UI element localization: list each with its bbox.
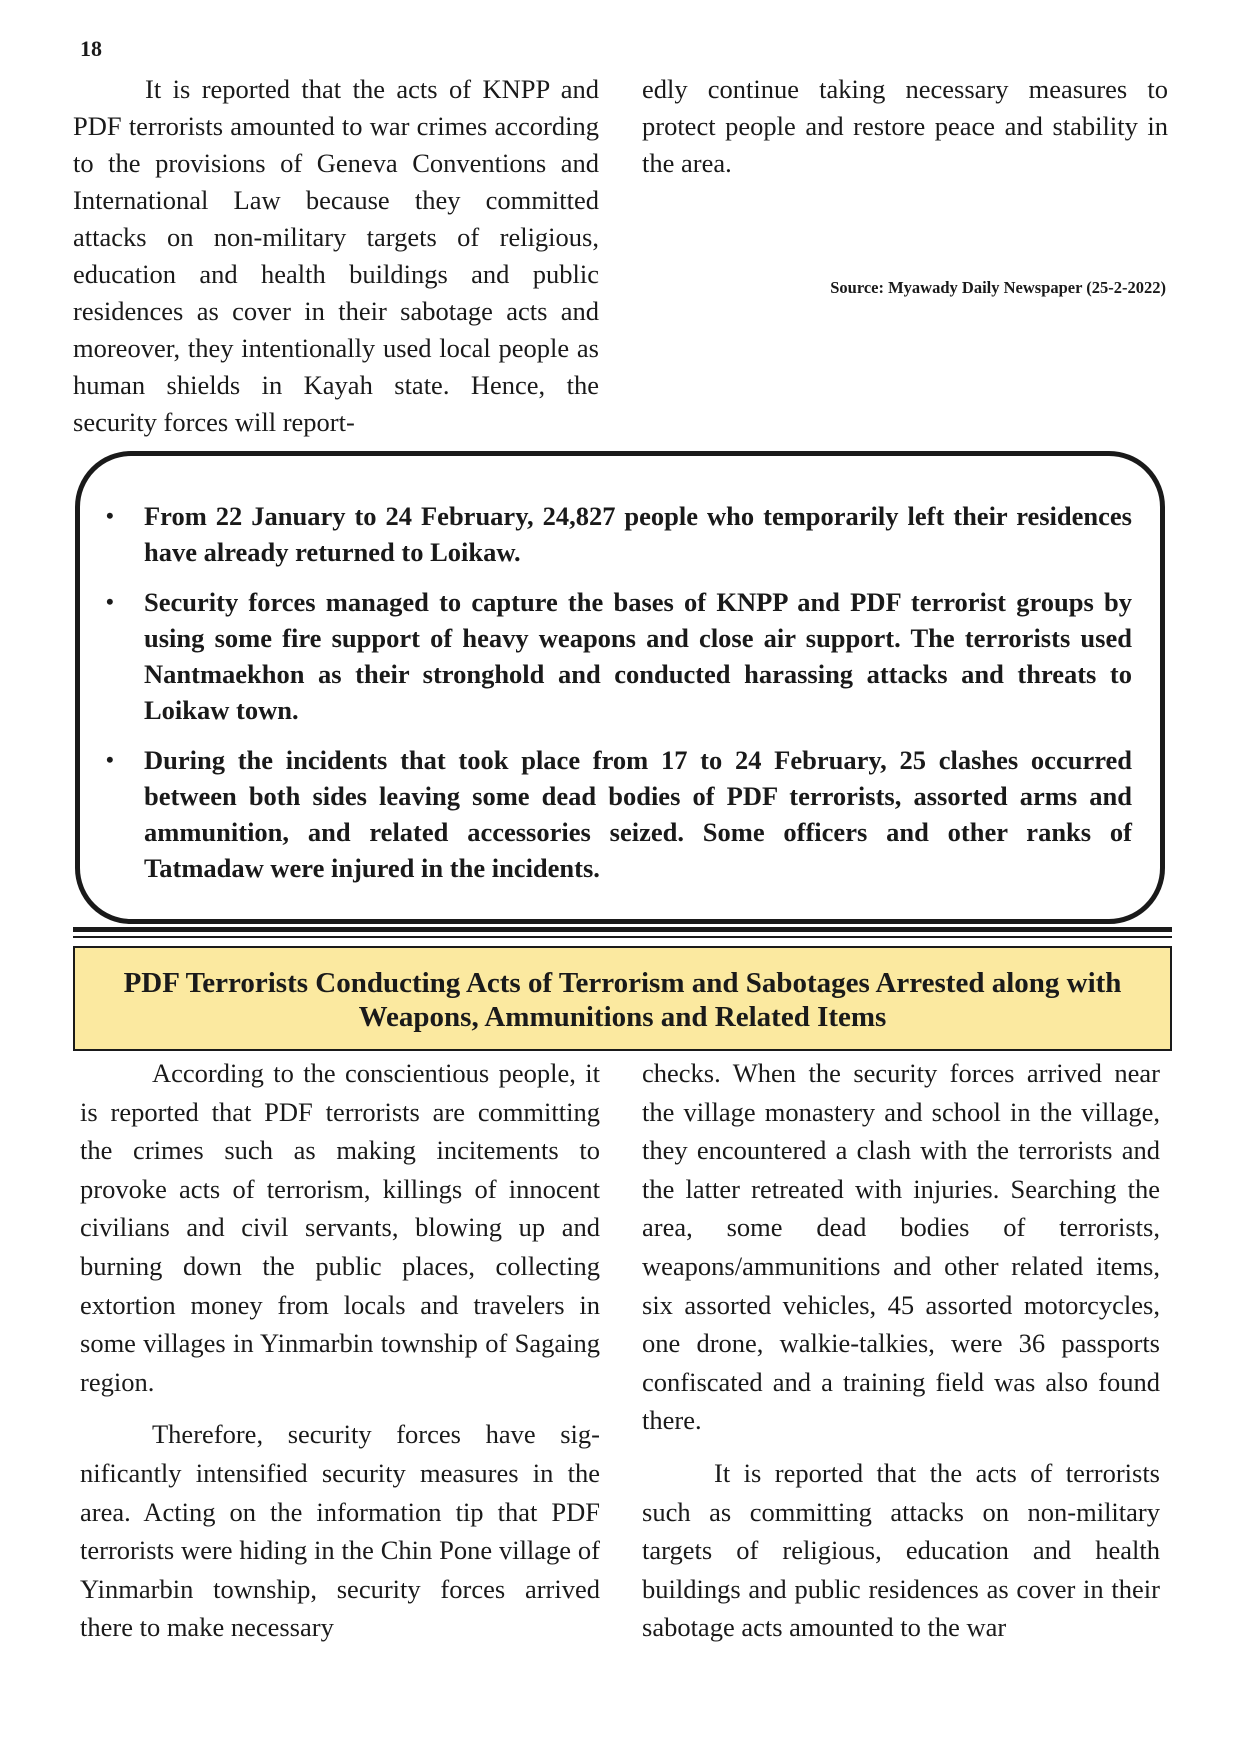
article-column-top-left [73, 71, 599, 441]
bullet-icon: • [106, 589, 114, 614]
divider [73, 927, 1172, 932]
paragraph: It is reported that the acts of KNPP and PDF terrorists amounted to war crimes according to the provisions of Geneva Conventions and International Law because they committed attacks on non-military targets of religious, education and health buildings and public residences as cover in their sabotage acts and moreover, they intentionally used local people as human shields in Kayah state. Hence, the security forces will report- [73, 74, 599, 437]
article-column-bottom-left [80, 1054, 600, 1647]
page-number: 18 [80, 36, 102, 61]
source-credit: Source: Myawady Daily Newspaper (25-2-2022) [830, 278, 1166, 297]
article-column-top-right [642, 71, 1168, 182]
highlight-box [75, 451, 1165, 924]
paragraph: According to the conscientious people, it is reported that PDF terrorists are committing the crimes such as making incitements to provoke acts of terrorism, killings of innocent civilians and civil servants, blowing up and burning down the public places, collecting extortion money from locals and travelers in some villages in Yinmarbin township of Sagaing region. [80, 1058, 600, 1397]
bullet-icon: • [106, 503, 114, 528]
highlight-item [106, 584, 1132, 728]
paragraph: checks. When the security forces arrived near the village monastery and school in the village, they encountered a clash with the terrorists and the latter retreated with injuries. Searching the area, some dead bodies of terrorists, weapons/ammunitions and other related items, six assorted vehicles, 45 assorted motorcycles, one drone, walkie-talkies, were 36 passports confiscated and a training field was also found there. [642, 1058, 1160, 1436]
paragraph: Therefore, security forces have significantly intensified security measures in the area. Acting on the information tip that PDF terrorists were hiding in the Chin Pone village of Yinmarbin township, security forces arrived there to make necessary [80, 1419, 600, 1643]
highlight-list [80, 456, 1160, 886]
highlight-item [106, 742, 1132, 886]
highlight-item [106, 498, 1132, 570]
divider [73, 936, 1172, 938]
headline-line: PDF Terrorists Conducting Acts of Terrorism and Sabotages Arrested along with [123, 967, 1122, 999]
highlight-text: From 22 January to 24 February, 24,827 people who temporarily left their residences have already returned to Loikaw. [144, 501, 1132, 567]
paragraph: It is reported that the acts of terrorists such as committing attacks on non-military targets of religious, education and health buildings and public residences as cover in their sabotage acts amounted to the war [642, 1457, 1160, 1643]
article-column-bottom-right [642, 1054, 1160, 1647]
headline-line: Weapons, Ammunitions and Related Items [358, 1001, 887, 1033]
highlight-text: During the incidents that took place from 17 to 24 February, 25 clashes occurred between both sides leaving some dead bodies of PDF terrorists, assorted arms and ammunition, and related accessories seized. Some officers and other ranks of Tatmadaw were injured in the incidents. [144, 745, 1132, 883]
article-headline [73, 946, 1172, 1051]
highlight-text: Security forces managed to capture the bases of KNPP and PDF terrorist groups by using some fire support of heavy weapons and close air support. The terrorists used Nantmaekhon as their stronghold and conducted harassing attacks and threats to Loikaw town. [144, 587, 1132, 725]
paragraph: edly continue taking necessary measures to protect people and restore peace and stability in the area. [642, 74, 1168, 178]
bullet-icon: • [106, 747, 114, 772]
